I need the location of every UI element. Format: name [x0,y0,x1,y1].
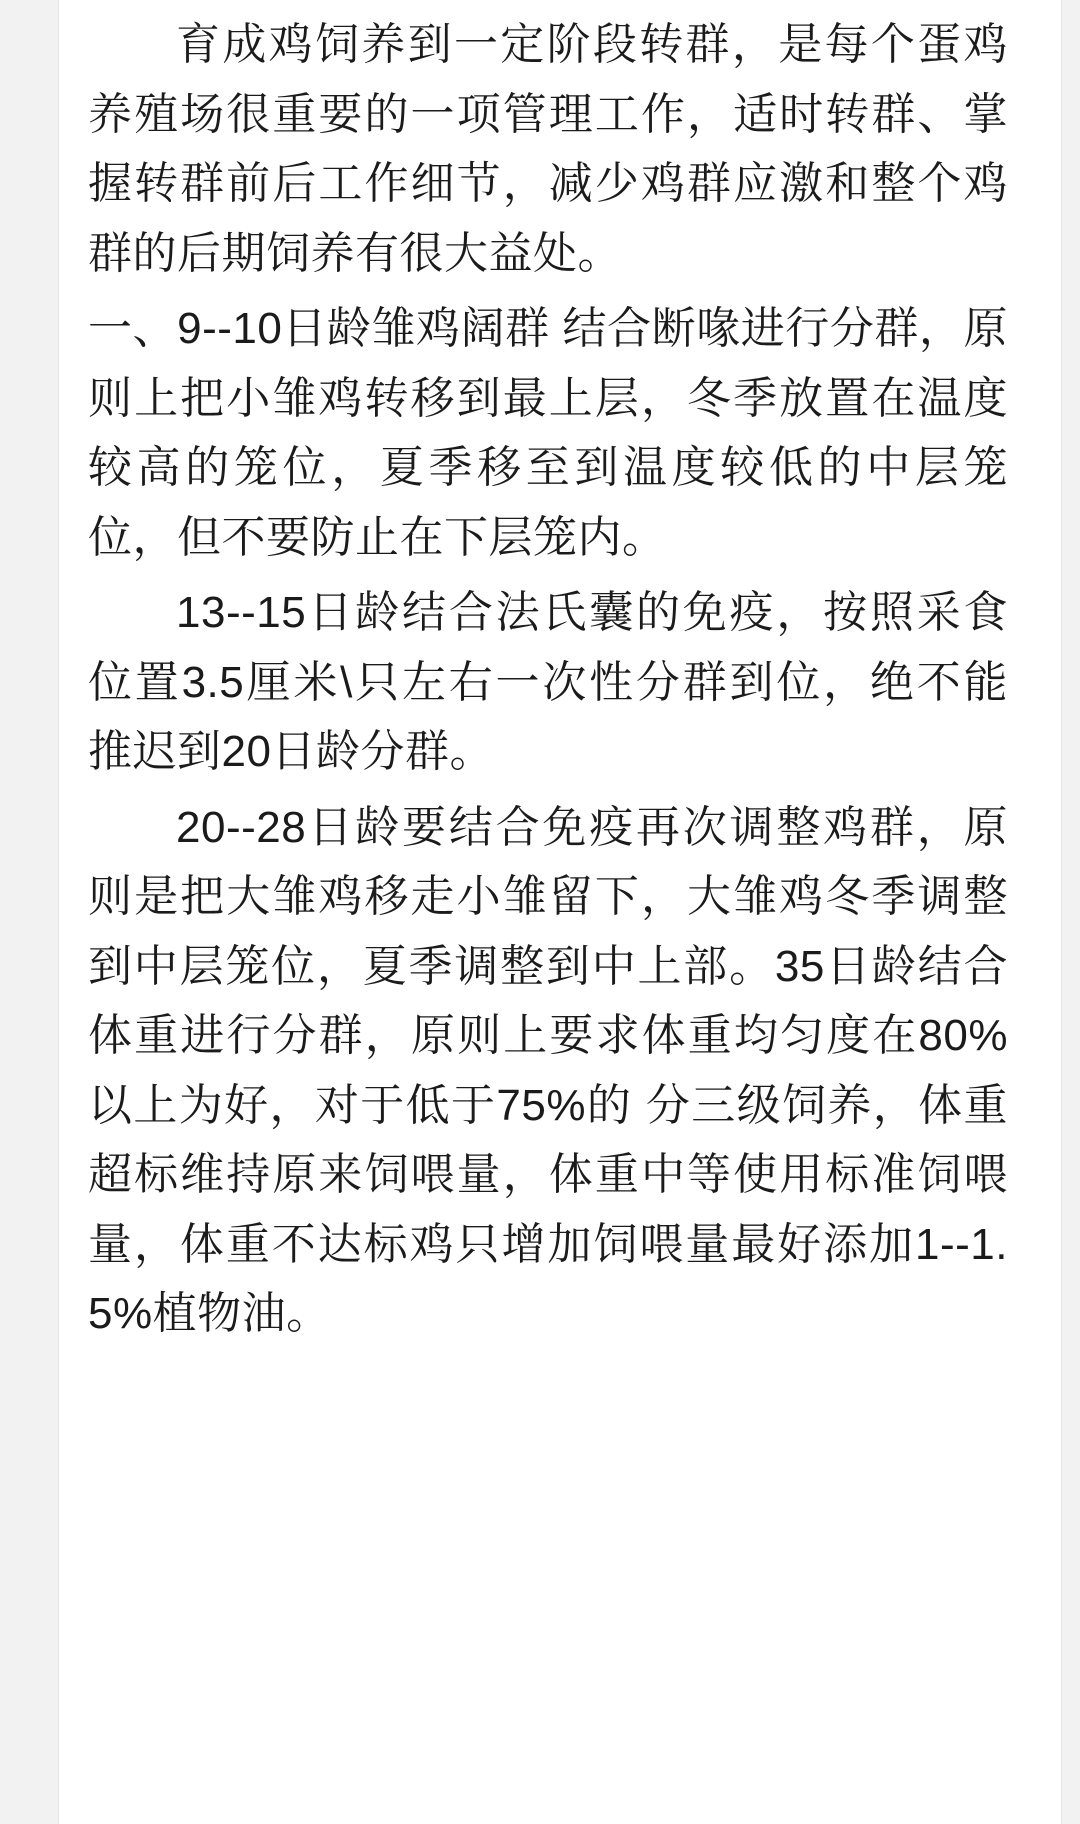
paragraph-section-one: 一、9--10日龄雏鸡阔群 结合断喙进行分群，原则上把小雏鸡转移到最上层，冬季放置在温度较高的笼位，夏季移至到温度较低的中层笼位，但不要防止在下层笼内。 [88,304,1008,562]
paragraph-day-13-15: 13--15日龄结合法氏囊的免疫，按照采食位置3.5厘米\只左右一次性分群到位，绝不能推迟到20日龄分群。 [88,588,1008,777]
paragraph-day-20-28: 20--28日龄要结合免疫再次调整鸡群，原则是把大雏鸡移走小雏留下，大雏鸡冬季调整到中层笼位，夏季调整到中上部。35日龄结合体重进行分群，原则上要求体重均匀度在80%以上为好，对于低于75%的 分三级饲养，体重超标维持原来饲喂量，体重中等使用标准饲喂量，体重不达标鸡只增加饲喂量最好添加1--1.5%植物油。 [88,802,1008,1339]
paragraph-intro: 育成鸡饲养到一定阶段转群，是每个蛋鸡养殖场很重要的一项管理工作，适时转群、掌握转群前后工作细节，减少鸡群应激和整个鸡群的后期饲养有很大益处。 [88,20,1008,278]
